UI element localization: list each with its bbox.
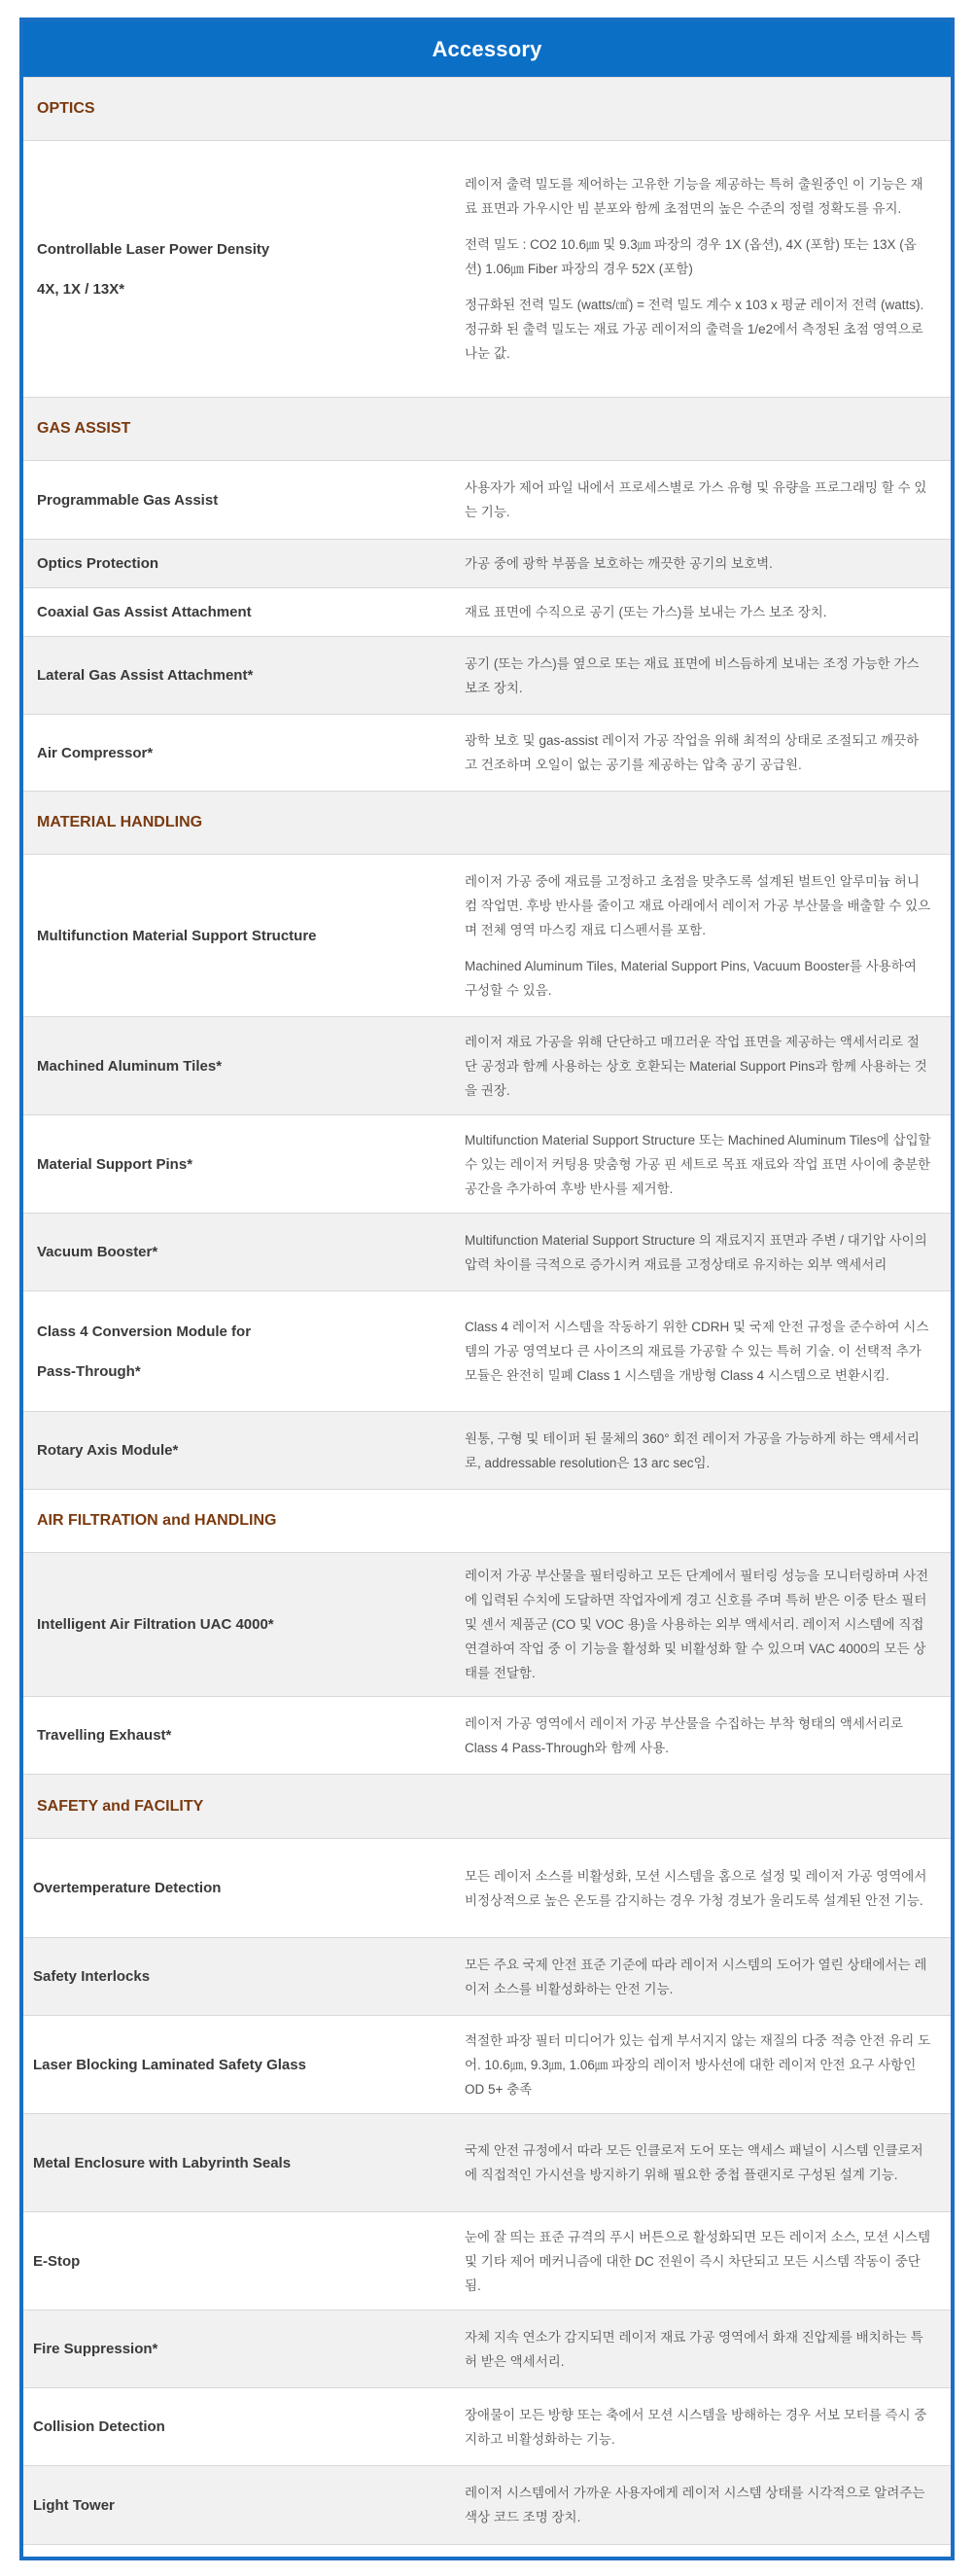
section-title-gas-assist: GAS ASSIST xyxy=(23,398,951,461)
row-label: E-Stop xyxy=(23,2212,451,2311)
power-density-desc-2: 전력 밀도 : CO2 10.6㎛ 및 9.3㎛ 파장의 경우 1X (옵션), 4X (포함) 또는 13X (옵션) 1.06㎛ Fiber 파장의 경우 52X (포함) xyxy=(465,237,917,276)
row-desc: 레이저 가공 부산물을 필터링하고 모든 단계에서 필터링 성능을 모니터링하며 사전에 입력된 수치에 도달하면 작업자에게 경고 신호를 주며 특허 받은 이중 탄소 필터 및 센서 제품군 (CO 및 VOC 용)을 사용하는 외부 액세서리. 레이저 시스템에 직접 연결하여 작업 중 이 기능을 활성화 및 비활성화 할 수 있으며 VAC 4000의 모든 상태를 전달함. xyxy=(451,1553,951,1697)
table-row xyxy=(23,588,951,637)
table-row xyxy=(23,2311,951,2388)
accessory-table xyxy=(23,77,951,2545)
row-label: Metal Enclosure with Labyrinth Seals xyxy=(23,2114,451,2212)
section-air-filtration xyxy=(23,1490,951,1553)
row-desc: 광학 보호 및 gas-assist 레이저 가공 작업을 위해 최적의 상태로 조절되고 깨끗하고 건조하며 오일이 없는 공기를 제공하는 압축 공기 공급원. xyxy=(451,715,951,792)
row-label: Laser Blocking Laminated Safety Glass xyxy=(23,2016,451,2114)
table-row xyxy=(23,2466,951,2545)
table-row xyxy=(23,715,951,792)
power-density-label-1: Controllable Laser Power Density xyxy=(37,240,270,258)
row-desc: 레이저 시스템에서 가까운 사용자에게 레이저 시스템 상태를 시각적으로 알려주는 색상 코드 조명 장치. xyxy=(451,2466,951,2545)
table-row xyxy=(23,141,951,398)
row-label-power-density xyxy=(23,141,451,398)
class4-label-1: Class 4 Conversion Module for xyxy=(37,1323,252,1340)
section-title-optics: OPTICS xyxy=(23,78,951,141)
row-desc: 모든 레이저 소스를 비활성화, 모션 시스템을 홈으로 설정 및 레이저 가공 영역에서 비정상적으로 높은 온도를 감지하는 경우 가청 경보가 울리도록 설계된 안전 기능. xyxy=(451,1839,951,1938)
table-row xyxy=(23,1291,951,1412)
table-row xyxy=(23,2388,951,2466)
row-desc: 자체 지속 연소가 감지되면 레이저 재료 가공 영역에서 화재 진압제를 배치하는 특허 받은 액세서리. xyxy=(451,2311,951,2388)
row-label: Travelling Exhaust* xyxy=(23,1697,451,1775)
row-label: Light Tower xyxy=(23,2466,451,2545)
row-desc: 레이저 재료 가공을 위해 단단하고 매끄러운 작업 표면을 제공하는 액세서리로 절단 공정과 함께 사용하는 상호 호환되는 Material Support Pins과 함께 사용하는 것을 권장. xyxy=(451,1017,951,1115)
row-label: Fire Suppression* xyxy=(23,2311,451,2388)
table-row xyxy=(23,1839,951,1938)
row-desc: 장애물이 모든 방향 또는 축에서 모션 시스템을 방해하는 경우 서보 모터를 즉시 중지하고 비활성화하는 기능. xyxy=(451,2388,951,2466)
section-material-handling xyxy=(23,792,951,855)
row-label: Vacuum Booster* xyxy=(23,1214,451,1291)
table-row xyxy=(23,461,951,540)
section-safety xyxy=(23,1775,951,1839)
table-row xyxy=(23,1938,951,2016)
accessory-panel xyxy=(19,18,955,2560)
table-row xyxy=(23,2212,951,2311)
table-row xyxy=(23,1017,951,1115)
row-label: Programmable Gas Assist xyxy=(23,461,451,540)
section-title-safety: SAFETY and FACILITY xyxy=(23,1775,951,1839)
table-row xyxy=(23,1553,951,1697)
table-row xyxy=(23,855,951,1017)
power-density-desc-3: 정규화된 전력 밀도 (watts/㎠) = 전력 밀도 계수 x 103 x 평균 레이저 전력 (watts). 정규화 된 출력 밀도는 재료 가공 레이저의 출력을 1/e2에서 측정된 초점 영역으로 나눈 값. xyxy=(465,298,924,361)
power-density-desc-1: 레이저 출력 밀도를 제어하는 고유한 기능을 제공하는 특허 출원중인 이 기능은 재료 표면과 가우시안 빔 분포와 함께 초점면의 높은 수준의 정렬 정확도를 유지. xyxy=(465,177,923,216)
row-label: Overtemperature Detection xyxy=(23,1839,451,1938)
table-row xyxy=(23,1214,951,1291)
row-label: Intelligent Air Filtration UAC 4000* xyxy=(23,1553,451,1697)
row-label-class4 xyxy=(23,1291,451,1412)
row-label: Material Support Pins* xyxy=(23,1115,451,1214)
table-row xyxy=(23,1115,951,1214)
multifunction-desc-2: Machined Aluminum Tiles, Material Support Pins, Vacuum Booster를 사용하여 구성할 수 있음. xyxy=(465,958,917,998)
table-row xyxy=(23,1697,951,1775)
row-label: Lateral Gas Assist Attachment* xyxy=(23,637,451,715)
row-label: Rotary Axis Module* xyxy=(23,1412,451,1490)
multifunction-desc-1: 레이저 가공 중에 재료를 고정하고 초점을 맞추도록 설계된 벌트인 알루미늄 허니컴 작업면. 후방 반사를 줄이고 재료 아래에서 레이저 가공 부산물을 배출할 수 있으며 전체 영역 마스킹 재료 디스펜서를 포함. xyxy=(465,873,931,937)
row-desc: Class 4 레이저 시스템을 작동하기 위한 CDRH 및 국제 안전 규정을 준수하여 시스템의 가공 영역보다 큰 사이즈의 재료를 가공할 수 있는 특허 기술. 이 선택적 추가 모듈은 완전히 밀폐 Class 1 시스템을 개방형 Class 4 시스템으로 변환시킴. xyxy=(451,1291,951,1412)
row-desc: 사용자가 제어 파일 내에서 프로세스별로 가스 유형 및 유량을 프로그래밍 할 수 있는 기능. xyxy=(451,461,951,540)
section-gas-assist xyxy=(23,398,951,461)
section-title-material-handling: MATERIAL HANDLING xyxy=(23,792,951,855)
row-label: Air Compressor* xyxy=(23,715,451,792)
row-desc: Multifunction Material Support Structure 의 재료지지 표면과 주변 / 대기압 사이의 압력 차이를 극적으로 증가시켜 재료를 고정상태로 유지하는 외부 액세서리 xyxy=(451,1214,951,1291)
row-desc: 모든 주요 국제 안전 표준 기준에 따라 레이저 시스템의 도어가 열린 상태에서는 레이저 소스를 비활성화하는 안전 기능. xyxy=(451,1938,951,2016)
row-desc: 재료 표면에 수직으로 공기 (또는 가스)를 보내는 가스 보조 장치. xyxy=(451,588,951,637)
table-row xyxy=(23,2016,951,2114)
section-optics xyxy=(23,78,951,141)
row-label: Coaxial Gas Assist Attachment xyxy=(23,588,451,637)
table-row xyxy=(23,1412,951,1490)
row-desc: 적절한 파장 필터 미디어가 있는 쉽게 부서지지 않는 재질의 다중 적층 안전 유리 도어. 10.6㎛, 9.3㎛, 1.06㎛ 파장의 레이저 방사선에 대한 레이저 안전 요구 사항인 OD 5+ 충족 xyxy=(451,2016,951,2114)
row-label: Machined Aluminum Tiles* xyxy=(23,1017,451,1115)
table-row xyxy=(23,2114,951,2212)
row-desc: 국제 안전 규정에서 따라 모든 인클로저 도어 또는 액세스 패널이 시스템 인클로저에 직접적인 가시선을 방지하기 위해 필요한 중첩 플랜지로 구성된 설계 기능. xyxy=(451,2114,951,2212)
row-label: Collision Detection xyxy=(23,2388,451,2466)
row-desc-multifunction xyxy=(451,855,951,1017)
row-desc: 눈에 잘 띄는 표준 규격의 푸시 버튼으로 활성화되면 모든 레이저 소스, 모션 시스템 및 기타 제어 메커니즘에 대한 DC 전원이 즉시 차단되고 모든 시스템 작동이 중단됨. xyxy=(451,2212,951,2311)
row-desc: 레이저 가공 영역에서 레이저 가공 부산물을 수집하는 부착 형태의 액세서리로 Class 4 Pass-Through와 함께 사용. xyxy=(451,1697,951,1775)
table-row xyxy=(23,637,951,715)
row-desc: 가공 중에 광학 부품을 보호하는 깨끗한 공기의 보호벽. xyxy=(451,540,951,588)
class4-label-2: Pass-Through* xyxy=(37,1362,141,1380)
section-title-air-filtration: AIR FILTRATION and HANDLING xyxy=(23,1490,951,1553)
row-desc: Multifunction Material Support Structure 또는 Machined Aluminum Tiles에 삽입할 수 있는 레이저 커팅용 맞춤형 가공 핀 세트로 목표 재료와 작업 표면 사이에 충분한 공간을 추가하여 후방 반사를 제거함. xyxy=(451,1115,951,1214)
row-label: Optics Protection xyxy=(23,540,451,588)
page-title: Accessory xyxy=(23,21,951,77)
row-desc: 원통, 구형 및 테이퍼 된 물체의 360° 회전 레이저 가공을 가능하게 하는 액세서리로, addressable resolution은 13 arc sec임. xyxy=(451,1412,951,1490)
power-density-label-2: 4X, 1X / 13X* xyxy=(37,280,125,298)
row-label: Safety Interlocks xyxy=(23,1938,451,2016)
table-row xyxy=(23,540,951,588)
row-desc-power-density xyxy=(451,141,951,398)
row-label: Multifunction Material Support Structure xyxy=(23,855,451,1017)
row-desc: 공기 (또는 가스)를 옆으로 또는 재료 표면에 비스듬하게 보내는 조정 가능한 가스 보조 장치. xyxy=(451,637,951,715)
